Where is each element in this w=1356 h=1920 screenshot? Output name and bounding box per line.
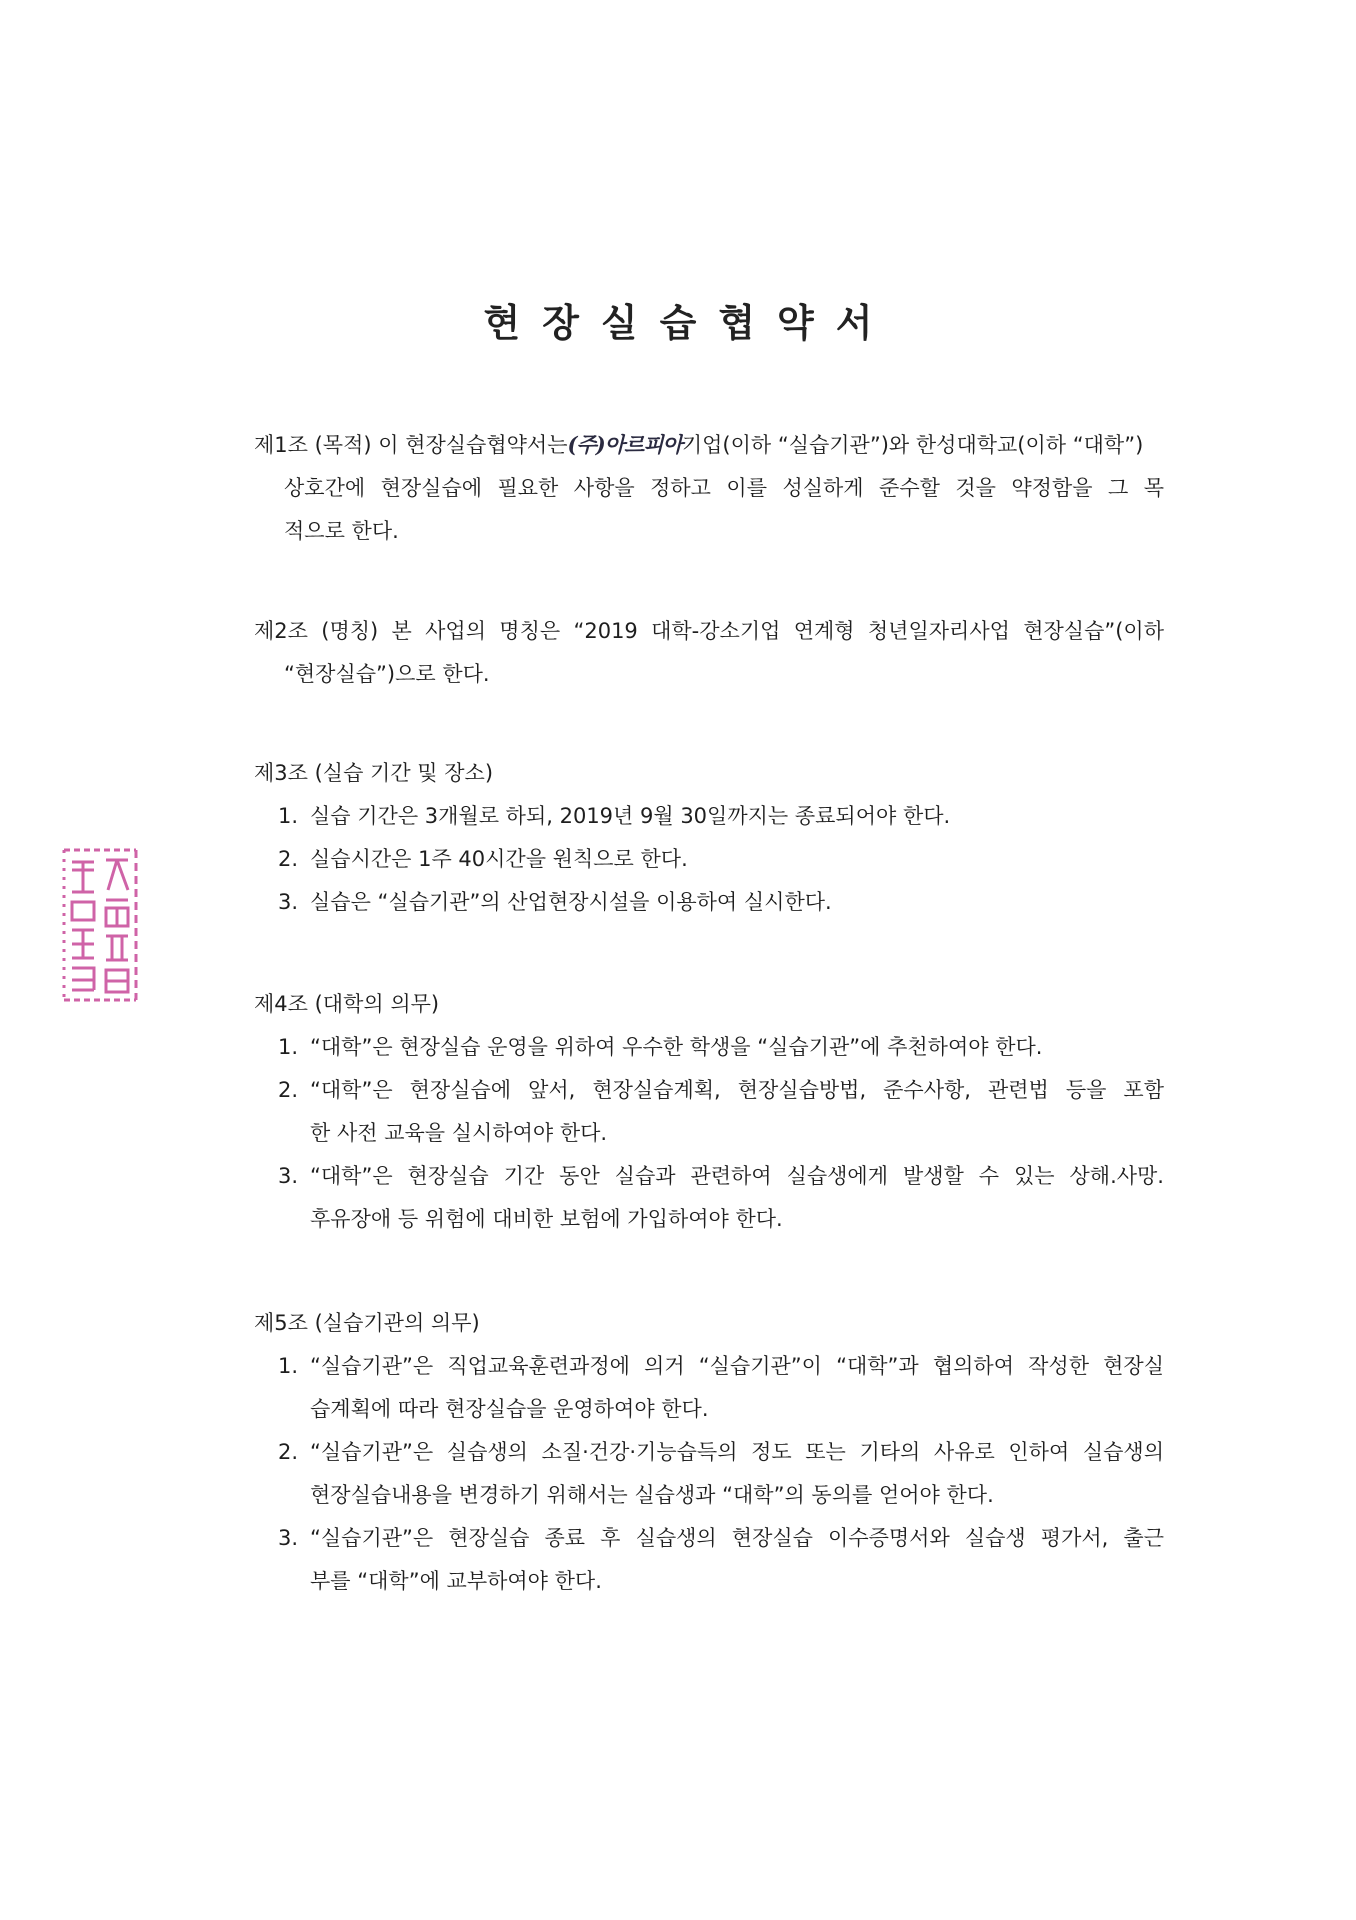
article-2-line-1: 제2조 (명칭) 본 사업의 명칭은 “2019 대학-강소기업 연계형 청년일자리사업 현장실습”(이하 bbox=[254, 619, 1164, 643]
article-2 bbox=[254, 610, 1164, 696]
article-2-line-2: “현장실습”)으로 한다. bbox=[284, 662, 490, 686]
article-1-line-1 bbox=[254, 423, 1164, 467]
item-text-line-2: 현장실습내용을 변경하기 위해서는 실습생과 “대학”의 동의를 얻어야 한다. bbox=[310, 1483, 994, 1507]
item-text-line-1: “대학”은 현장실습 기간 동안 실습과 관련하여 실습생에게 발생할 수 있는 상해.사망. bbox=[310, 1164, 1164, 1188]
company-name-handwritten: (주)아르피아 bbox=[567, 432, 682, 457]
item-text-line-2: 습계획에 따라 현장실습을 운영하여야 한다. bbox=[310, 1397, 709, 1421]
item-number: 3. bbox=[278, 890, 299, 914]
article-5-heading: 제5조 (실습기관의 의무) bbox=[254, 1311, 480, 1335]
article-1-line-3: 적으로 한다. bbox=[284, 519, 399, 543]
item-text: 실습시간은 1주 40시간을 원칙으로 한다. bbox=[310, 847, 688, 871]
item-text: 실습은 “실습기관”의 산업현장시설을 이용하여 실시한다. bbox=[310, 890, 832, 914]
article-1-text-post: 기업(이하 “실습기관”)와 한성대학교(이하 “대학”) bbox=[681, 433, 1144, 457]
article-3 bbox=[254, 752, 1164, 924]
item-text-line-1: “실습기관”은 현장실습 종료 후 실습생의 현장실습 이수증명서와 실습생 평가서, 출근 bbox=[310, 1526, 1164, 1550]
item-text-line-1: “실습기관”은 실습생의 소질·건강·기능습득의 정도 또는 기타의 사유로 인하여 실습생의 bbox=[310, 1440, 1164, 1464]
item-number: 1. bbox=[278, 804, 299, 828]
article-4-item-1 bbox=[254, 1026, 1164, 1069]
item-number: 2. bbox=[278, 1078, 299, 1102]
item-text: 실습 기간은 3개월로 하되, 2019년 9월 30일까지는 종료되어야 한다. bbox=[310, 804, 951, 828]
article-5-item-2 bbox=[254, 1431, 1164, 1517]
item-number: 3. bbox=[278, 1164, 299, 1188]
item-text-line-1: “실습기관”은 직업교육훈련과정에 의거 “실습기관”이 “대학”과 협의하여 작성한 현장실 bbox=[310, 1354, 1164, 1378]
item-number: 1. bbox=[278, 1354, 299, 1378]
item-number: 3. bbox=[278, 1526, 299, 1550]
item-text: “대학”은 현장실습 운영을 위하여 우수한 학생을 “실습기관”에 추천하여야 한다. bbox=[310, 1035, 1043, 1059]
article-5-item-3 bbox=[254, 1517, 1164, 1603]
item-number: 1. bbox=[278, 1035, 299, 1059]
article-1 bbox=[254, 423, 1164, 553]
article-4 bbox=[254, 983, 1164, 1241]
item-text-line-2: 후유장애 등 위험에 대비한 보험에 가입하여야 한다. bbox=[310, 1207, 783, 1231]
article-3-item-1 bbox=[254, 795, 1164, 838]
article-5 bbox=[254, 1302, 1164, 1603]
article-3-item-2 bbox=[254, 838, 1164, 881]
seal-stamp-icon bbox=[56, 840, 144, 1008]
document-title: 현장실습협약서 bbox=[483, 301, 895, 345]
article-4-heading: 제4조 (대학의 의무) bbox=[254, 992, 440, 1016]
article-3-item-3 bbox=[254, 881, 1164, 924]
item-number: 2. bbox=[278, 1440, 299, 1464]
article-4-item-3 bbox=[254, 1155, 1164, 1241]
article-4-item-2 bbox=[254, 1069, 1164, 1155]
article-3-heading: 제3조 (실습 기간 및 장소) bbox=[254, 761, 494, 785]
article-1-line-2: 상호간에 현장실습에 필요한 사항을 정하고 이를 성실하게 준수할 것을 약정함을 그 목 bbox=[284, 476, 1164, 500]
item-text-line-1: “대학”은 현장실습에 앞서, 현장실습계획, 현장실습방법, 준수사항, 관련법 등을 포함 bbox=[310, 1078, 1164, 1102]
article-5-item-1 bbox=[254, 1345, 1164, 1431]
item-number: 2. bbox=[278, 847, 299, 871]
article-1-text-pre: 제1조 (목적) 이 현장실습협약서는 bbox=[254, 433, 568, 457]
item-text-line-2: 한 사전 교육을 실시하여야 한다. bbox=[310, 1121, 608, 1145]
item-text-line-2: 부를 “대학”에 교부하여야 한다. bbox=[310, 1569, 602, 1593]
